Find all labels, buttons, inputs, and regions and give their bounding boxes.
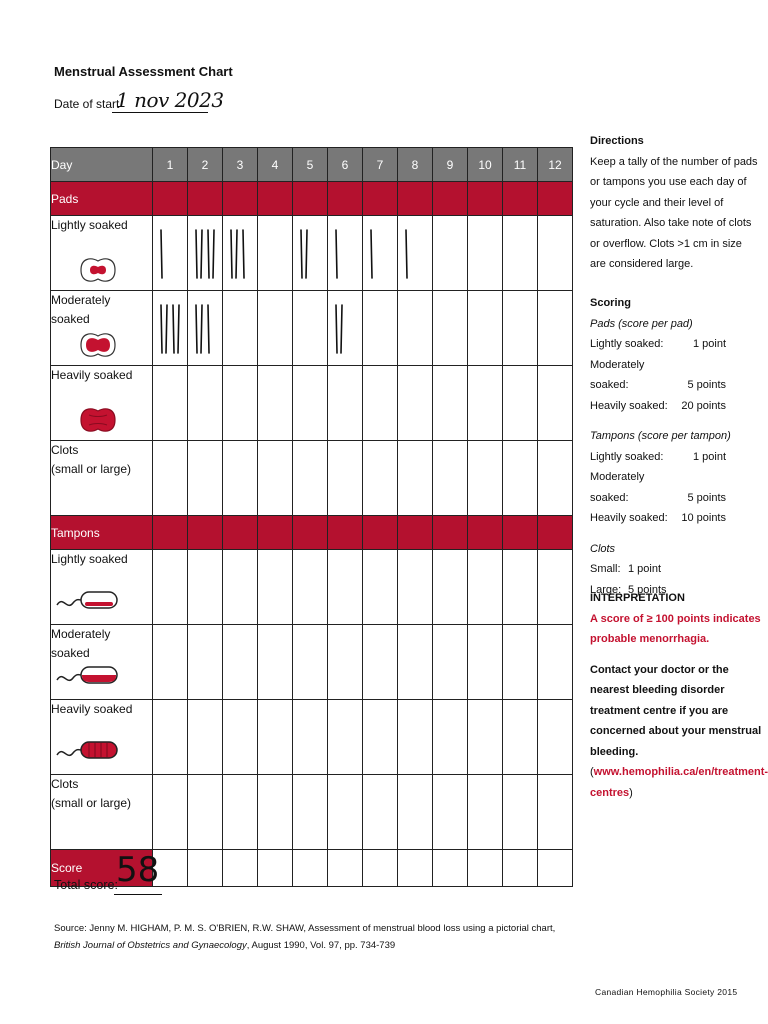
pad-day-3-cell[interactable] [223, 366, 258, 441]
scoring-item-label: Heavily soaked: [590, 399, 668, 412]
score-day-2-cell[interactable] [188, 850, 223, 887]
contact-line: treatment centre if you are [590, 704, 729, 717]
scoring-item-label: Heavily soaked: [590, 512, 668, 524]
tampon-day-2-cell[interactable] [188, 550, 223, 625]
light-pad-icon [77, 253, 119, 293]
pad-day-3-cell[interactable] [223, 441, 258, 516]
pad-day-10-cell[interactable] [468, 291, 503, 366]
score-day-8-cell[interactable] [398, 850, 433, 887]
pad-day-9-cell[interactable] [433, 216, 468, 291]
pad-day-7-cell[interactable] [363, 366, 398, 441]
pads-section-fill [398, 182, 433, 216]
tampon-day-4-cell[interactable] [258, 775, 293, 850]
pad-day-8-cell[interactable] [398, 366, 433, 441]
tampon-day-8-cell[interactable] [398, 700, 433, 775]
tampon-day-4-cell[interactable] [258, 550, 293, 625]
table-row [51, 625, 573, 700]
pads-section-fill [363, 182, 398, 216]
pads-section-fill [468, 182, 503, 216]
tampon-day-8-cell[interactable] [398, 625, 433, 700]
day-header-10: 10 [468, 148, 503, 182]
pads-section-fill [433, 182, 468, 216]
tampon-day-12-cell[interactable] [538, 550, 573, 625]
directions-line: saturation. Also take note of clots [590, 217, 752, 229]
tampon-row-label [51, 625, 153, 700]
scoring-item-points: 1 point [692, 450, 726, 463]
row-label-text: Clots [51, 777, 79, 791]
pad-day-12-cell[interactable] [538, 366, 573, 441]
source-journal: British Journal of Obstetrics and Gynaecology [54, 940, 247, 951]
tampon-day-11-cell[interactable] [503, 775, 538, 850]
contact-line: Contact your doctor or the [590, 663, 729, 676]
pads-section-fill [153, 182, 188, 216]
pad-day-2-cell[interactable] [188, 366, 223, 441]
scoring-item-points: 5 points [687, 491, 726, 504]
pad-day-4-cell[interactable] [258, 441, 293, 516]
pad-day-2-cell[interactable] [188, 441, 223, 516]
tampon-row-label [51, 550, 153, 625]
day-header-1: 1 [153, 148, 188, 182]
tampons-scoring-heading: Tampons (score per tampon) [590, 430, 731, 442]
directions-section [590, 131, 758, 275]
pad-row-label [51, 291, 153, 366]
pad-day-11-cell[interactable] [503, 291, 538, 366]
pad-day-9-cell[interactable] [433, 441, 468, 516]
pads-section-fill [258, 182, 293, 216]
tampon-day-9-cell[interactable] [433, 550, 468, 625]
day-header-8: 8 [398, 148, 433, 182]
chart-title: Menstrual Assessment Chart [54, 64, 233, 79]
tampon-row-label [51, 775, 153, 850]
day-header-4: 4 [258, 148, 293, 182]
footer-credit: Canadian Hemophilia Society 2015 [595, 987, 738, 997]
tampon-day-11-cell[interactable] [503, 625, 538, 700]
source-line-1: Source: Jenny M. HIGHAM, P. M. S. O'BRIEN, R.W. SHAW, Assessment of menstrual blood loss using a pictorial chart, [54, 923, 556, 934]
pad-day-2-cell[interactable] [188, 291, 223, 366]
pad-day-1-cell[interactable] [153, 441, 188, 516]
tampons-section-fill [398, 516, 433, 550]
tampon-day-9-cell[interactable] [433, 700, 468, 775]
tampon-day-4-cell[interactable] [258, 625, 293, 700]
pads-scoring-heading: Pads (score per pad) [590, 317, 693, 330]
day-header-2: 2 [188, 148, 223, 182]
tampon-day-10-cell[interactable] [468, 775, 503, 850]
row-label-text: Lightly soaked [51, 552, 128, 566]
tampon-day-10-cell[interactable] [468, 625, 503, 700]
pad-day-5-cell[interactable] [293, 291, 328, 366]
light-tampon-icon [55, 587, 121, 619]
scoring-item [590, 396, 731, 417]
scoring-item-points: 5 points [628, 583, 667, 596]
row-label-text: Lightly soaked [51, 218, 128, 232]
scoring-item-points: 20 points [681, 399, 726, 412]
pad-day-10-cell[interactable] [468, 366, 503, 441]
contact-advice [590, 660, 768, 763]
tampon-day-6-cell[interactable] [328, 625, 363, 700]
pad-day-9-cell[interactable] [433, 291, 468, 366]
scoring-item-label: Small: [590, 563, 621, 575]
pad-day-12-cell[interactable] [538, 441, 573, 516]
table-row [51, 441, 573, 516]
tampon-day-7-cell[interactable] [363, 625, 398, 700]
tampon-day-9-cell[interactable] [433, 625, 468, 700]
pad-day-3-cell[interactable] [223, 291, 258, 366]
pad-day-1-cell[interactable] [153, 216, 188, 291]
tampons-section-fill [293, 516, 328, 550]
day-header-6: 6 [328, 148, 363, 182]
pad-row-label [51, 216, 153, 291]
day-header-9: 9 [433, 148, 468, 182]
pad-day-8-cell[interactable] [398, 441, 433, 516]
tampon-day-9-cell[interactable] [433, 775, 468, 850]
pad-day-10-cell[interactable] [468, 216, 503, 291]
clots-scoring-heading: Clots [590, 542, 616, 555]
tampon-day-11-cell[interactable] [503, 700, 538, 775]
pad-day-12-cell[interactable] [538, 291, 573, 366]
tampon-day-3-cell[interactable] [223, 775, 258, 850]
scoring-item-points: 1 point [692, 338, 726, 350]
tampon-row-label [51, 700, 153, 775]
score-day-7-cell[interactable] [363, 850, 398, 887]
pad-day-6-cell[interactable] [328, 216, 363, 291]
directions-line: are considered large. [590, 258, 694, 270]
score-day-11-cell[interactable] [503, 850, 538, 887]
pads-section-label: Pads [51, 182, 153, 216]
heavy-pad-icon [77, 403, 119, 443]
tampon-day-10-cell[interactable] [468, 550, 503, 625]
treatment-centres-link-cont[interactable]: centres [590, 786, 630, 799]
pads-section-fill [188, 182, 223, 216]
day-header-5: 5 [293, 148, 328, 182]
row-label-text: Moderately soaked [51, 627, 111, 660]
directions-line: Keep a tally of the number of pads [590, 155, 758, 168]
tampon-day-2-cell[interactable] [188, 625, 223, 700]
pad-day-4-cell[interactable] [258, 366, 293, 441]
date-of-start-line [112, 112, 208, 113]
tampons-section-fill [503, 516, 538, 550]
tampon-day-6-cell[interactable] [328, 775, 363, 850]
contact-line: concerned about your menstrual [590, 725, 762, 737]
score-day-12-cell[interactable] [538, 850, 573, 887]
pad-day-8-cell[interactable] [398, 291, 433, 366]
score-day-5-cell[interactable] [293, 850, 328, 887]
tampon-day-10-cell[interactable] [468, 700, 503, 775]
pad-day-1-cell[interactable] [153, 291, 188, 366]
row-label-text: Heavily soaked [51, 702, 133, 716]
tampons-section-fill [538, 516, 573, 550]
interpretation-title: INTERPRETATION [590, 592, 685, 604]
tampons-section-fill [188, 516, 223, 550]
row-label-subtext: (small or large) [51, 461, 132, 476]
pad-day-6-cell[interactable] [328, 441, 363, 516]
tampon-day-5-cell[interactable] [293, 700, 328, 775]
tampon-day-1-cell[interactable] [153, 550, 188, 625]
score-day-3-cell[interactable] [223, 850, 258, 887]
pad-day-11-cell[interactable] [503, 366, 538, 441]
scoring-item [590, 467, 731, 508]
score-row-label: Score [51, 850, 153, 887]
treatment-centres-link[interactable]: www.hemophilia.ca/en/treatment- [593, 766, 768, 778]
pad-day-12-cell[interactable] [538, 216, 573, 291]
source-details: , August 1990, Vol. 97, pp. 734-739 [246, 940, 396, 951]
table-row [51, 291, 573, 366]
assessment-table [50, 147, 573, 887]
scoring-item-points: 5 points [687, 379, 726, 391]
table-row [51, 550, 573, 625]
pad-day-2-cell[interactable] [188, 216, 223, 291]
scoring-title: Scoring [590, 297, 631, 309]
row-label-subtext: (small or large) [51, 795, 132, 810]
day-header-label: Day [51, 148, 153, 182]
pad-day-7-cell[interactable] [363, 216, 398, 291]
day-header-7: 7 [363, 148, 398, 182]
pad-day-4-cell[interactable] [258, 216, 293, 291]
tampons-section-fill [363, 516, 398, 550]
row-label-text: Moderately soaked [51, 293, 111, 326]
tampon-day-12-cell[interactable] [538, 775, 573, 850]
pad-day-9-cell[interactable] [433, 366, 468, 441]
tampon-day-3-cell[interactable] [223, 700, 258, 775]
directions-line: or overflow. Clots >1 cm in size [590, 237, 742, 250]
directions-line: or tampons you use each day of [590, 176, 747, 188]
tampon-day-1-cell[interactable] [153, 775, 188, 850]
moderate-tampon-icon [55, 662, 121, 694]
interpretation-threshold [590, 609, 768, 650]
pad-day-6-cell[interactable] [328, 291, 363, 366]
pads-section-fill [538, 182, 573, 216]
tampon-day-12-cell[interactable] [538, 625, 573, 700]
scoring-item-label: Large: [590, 583, 622, 596]
tampon-day-11-cell[interactable] [503, 550, 538, 625]
table-row [51, 700, 573, 775]
tampon-day-7-cell[interactable] [363, 775, 398, 850]
scoring-item [590, 447, 731, 468]
interpretation-section: INTERPRETATION A score of ≥ 100 points indicates probable menorrhagia. Contact your doctor or the nearest bleeding disorder treatment centre if you are concerned about your menstrual bleeding. (www.hemophilia.ca/en/treatment- centres) [590, 588, 768, 803]
total-score-value[interactable]: 58 [116, 850, 160, 890]
pad-day-4-cell[interactable] [258, 291, 293, 366]
day-header-11: 11 [503, 148, 538, 182]
tampon-day-5-cell[interactable] [293, 550, 328, 625]
tampon-day-6-cell[interactable] [328, 700, 363, 775]
tampon-day-7-cell[interactable] [363, 700, 398, 775]
scoring-item [590, 508, 731, 529]
pad-day-6-cell[interactable] [328, 366, 363, 441]
table-row [51, 216, 573, 291]
pad-day-1-cell[interactable] [153, 366, 188, 441]
table-row [51, 775, 573, 850]
tampon-day-7-cell[interactable] [363, 550, 398, 625]
date-of-start-value[interactable]: 1 nov 2023 [116, 88, 224, 112]
scoring-item [590, 334, 731, 355]
tampons-section-label: Tampons [51, 516, 153, 550]
scoring-item-points: 1 point [628, 563, 662, 575]
tampons-section-fill [223, 516, 258, 550]
score-day-4-cell[interactable] [258, 850, 293, 887]
score-day-6-cell[interactable] [328, 850, 363, 887]
pad-row-label [51, 366, 153, 441]
moderate-pad-icon [77, 328, 119, 368]
scoring-item [590, 355, 731, 396]
tampon-day-5-cell[interactable] [293, 775, 328, 850]
tampons-section-fill [468, 516, 503, 550]
pad-day-5-cell[interactable] [293, 366, 328, 441]
pad-day-11-cell[interactable] [503, 441, 538, 516]
tampon-day-12-cell[interactable] [538, 700, 573, 775]
tampon-day-1-cell[interactable] [153, 625, 188, 700]
interpretation-line: probable menorrhagia. [590, 633, 710, 645]
source-citation [54, 920, 555, 954]
pads-section-fill [293, 182, 328, 216]
directions-line: your cycle and their level of [590, 196, 724, 209]
tampons-section-fill [433, 516, 468, 550]
pad-day-7-cell[interactable] [363, 441, 398, 516]
tampon-day-8-cell[interactable] [398, 550, 433, 625]
tampon-day-1-cell[interactable] [153, 700, 188, 775]
scoring-item-label: Moderately soaked: [590, 358, 645, 391]
directions-text [590, 152, 758, 275]
tampon-day-5-cell[interactable] [293, 625, 328, 700]
tampon-day-3-cell[interactable] [223, 625, 258, 700]
scoring-item-label: Moderately soaked: [590, 471, 645, 504]
pad-row-label [51, 441, 153, 516]
scoring-item [590, 559, 731, 580]
tampon-day-4-cell[interactable] [258, 700, 293, 775]
scoring-item-label: Lightly soaked: [590, 338, 664, 350]
pad-day-11-cell[interactable] [503, 216, 538, 291]
scoring-section [590, 293, 731, 600]
table-row [51, 366, 573, 441]
score-day-9-cell[interactable] [433, 850, 468, 887]
pad-day-8-cell[interactable] [398, 216, 433, 291]
tampons-section-fill [258, 516, 293, 550]
day-header-3: 3 [223, 148, 258, 182]
interpretation-line: A score of ≥ 100 points indicates [590, 612, 761, 625]
row-label-text: Heavily soaked [51, 368, 133, 382]
contact-line: nearest bleeding disorder [590, 684, 725, 696]
pad-day-3-cell[interactable] [223, 216, 258, 291]
total-score-label: Total score: [54, 878, 118, 892]
pad-day-5-cell[interactable] [293, 441, 328, 516]
tampons-section-fill [153, 516, 188, 550]
score-day-10-cell[interactable] [468, 850, 503, 887]
scoring-item-label: Lightly soaked: [590, 450, 664, 463]
date-of-start-label: Date of start [54, 97, 120, 111]
row-label-text: Clots [51, 443, 79, 457]
pads-section-fill [223, 182, 258, 216]
tampon-day-2-cell[interactable] [188, 700, 223, 775]
scoring-item-points: 10 points [681, 512, 726, 524]
tampon-day-2-cell[interactable] [188, 775, 223, 850]
pad-day-10-cell[interactable] [468, 441, 503, 516]
directions-title: Directions [590, 135, 644, 147]
pads-section-fill [503, 182, 538, 216]
pad-day-5-cell[interactable] [293, 216, 328, 291]
tampon-day-3-cell[interactable] [223, 550, 258, 625]
day-header-12: 12 [538, 148, 573, 182]
heavy-tampon-icon [55, 737, 121, 769]
pads-section-fill [328, 182, 363, 216]
tampons-section-fill [328, 516, 363, 550]
tampon-day-8-cell[interactable] [398, 775, 433, 850]
pad-day-7-cell[interactable] [363, 291, 398, 366]
tampon-day-6-cell[interactable] [328, 550, 363, 625]
contact-line: bleeding. [590, 745, 639, 758]
total-score-line [114, 894, 162, 895]
